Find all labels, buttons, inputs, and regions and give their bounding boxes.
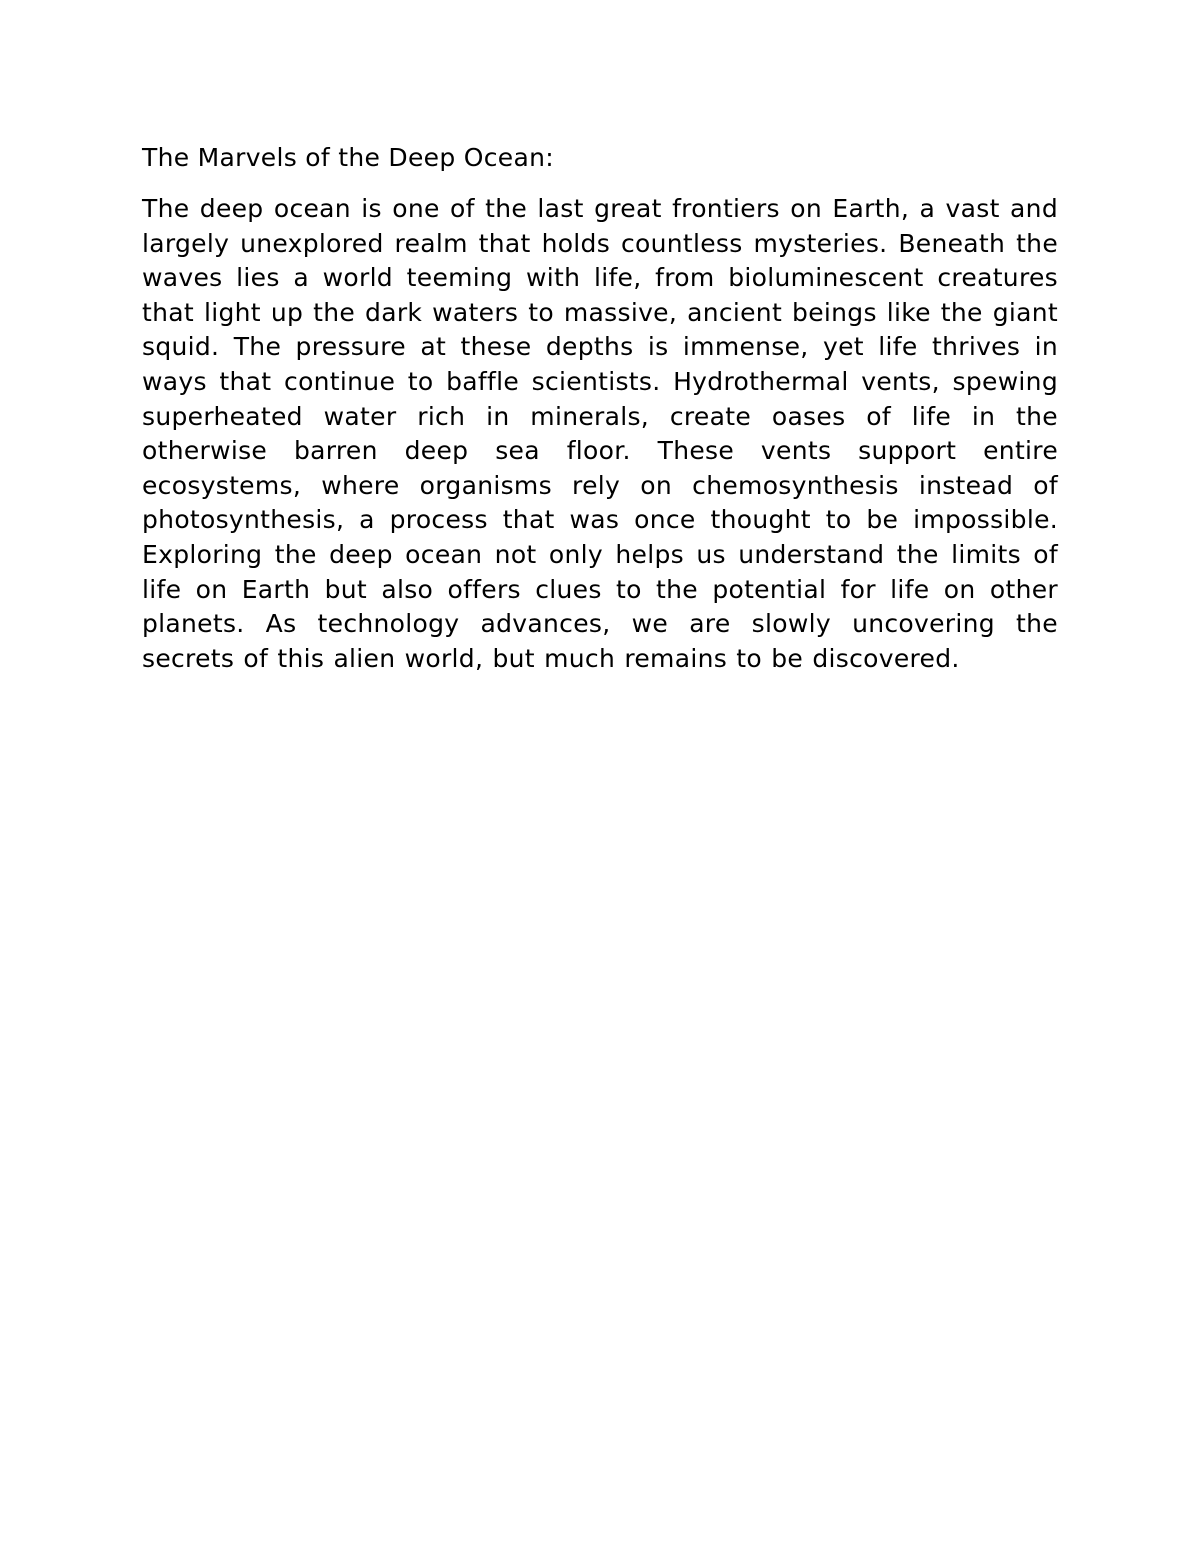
document-content	[142, 140, 1058, 676]
body-paragraph: The deep ocean is one of the last great frontiers on Earth, a vast and largely unexplored realm that holds countless mysteries. Beneath the waves lies a world teeming with life, from bioluminescent creatures that light up the dark waters to massive, ancient beings like the giant squid. The pressure at these depths is immense, yet life thrives in ways that continue to baffle scientists. Hydrothermal vents, spewing superheated water rich in minerals, create oases of life in the otherwise barren deep sea floor. These vents support entire ecosystems, where organisms rely on chemosynthesis instead of photosynthesis, a process that was once thought to be impossible. Exploring the deep ocean not only helps us understand the limits of life on Earth but also offers clues to the potential for life on other planets. As technology advances, we are slowly uncovering the secrets of this alien world, but much remains to be discovered.	[142, 194, 1058, 673]
document-title: The Marvels of the Deep Ocean:	[142, 143, 554, 172]
